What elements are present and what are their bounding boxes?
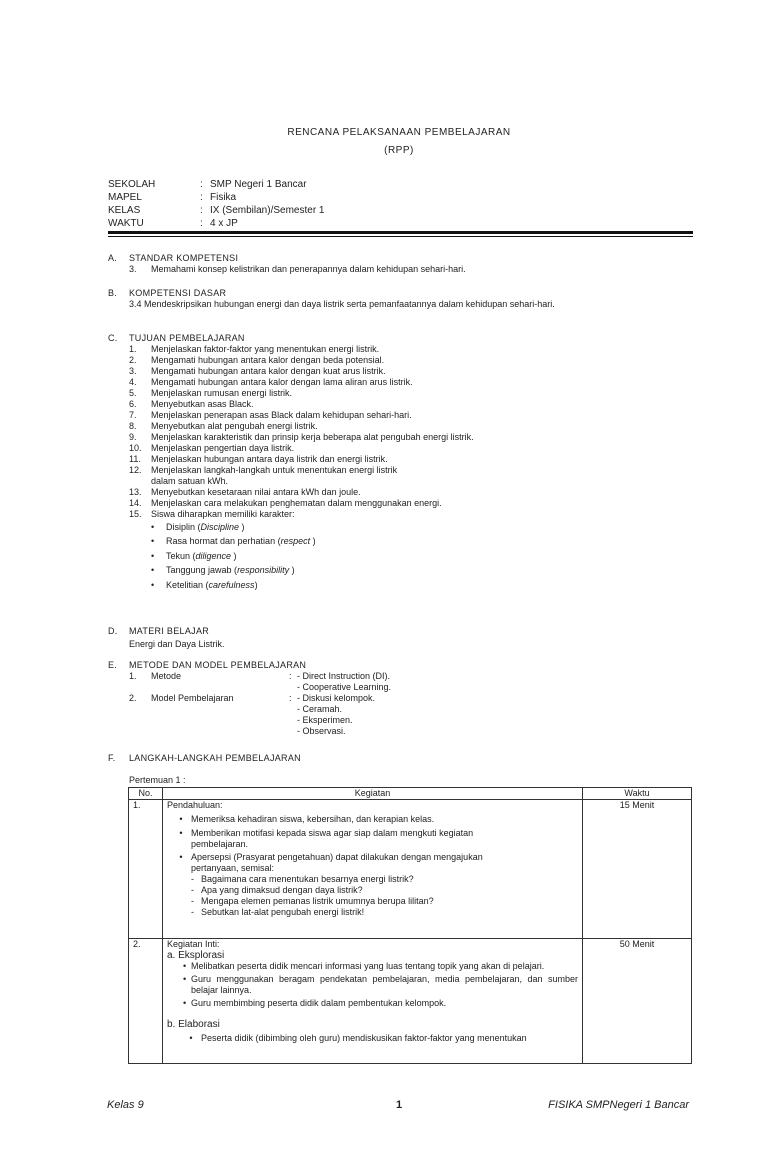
character-close: ) xyxy=(231,550,237,561)
dash-icon: - xyxy=(191,885,194,895)
bullet-text: Peserta didik (dibimbing oleh guru) mendiskusikan faktor-faktor yang menentukan xyxy=(201,1033,527,1043)
section-title: KOMPETENSI DASAR xyxy=(129,288,227,298)
item-number: 13. xyxy=(129,487,142,497)
metode-item: - Diskusi kelompok. xyxy=(297,693,376,703)
item-number: 3. xyxy=(129,264,137,274)
info-label: WAKTU xyxy=(108,218,144,229)
info-label: KELAS xyxy=(108,205,141,216)
bullet-text: Guru menggunakan beragam pendekatan pembelajaran, media pembelajaran, dan sumber belajar lainnya. xyxy=(191,974,578,995)
section-letter: A. xyxy=(108,253,118,263)
item-text: 3.4 Mendeskripsikan hubungan energi dan daya listrik serta pemanfaatannya dalam kehidupan sehari-hari. xyxy=(129,299,555,309)
bullet-text: Melibatkan peserta didik mencari informasi yang luas tentang topik yang akan di pelajari. xyxy=(191,961,545,971)
list-item xyxy=(129,498,693,509)
item-number: 4. xyxy=(129,377,137,387)
section-letter: D. xyxy=(108,626,118,636)
document-title: RENCANA PELAKSANAAN PEMBELAJARAN xyxy=(287,127,511,138)
item-text: Mengamati hubungan antara kalor dengan beda potensial. xyxy=(151,355,385,365)
info-value: SMP Negeri 1 Bancar xyxy=(210,179,307,190)
info-row xyxy=(108,204,325,217)
section-tujuan-pembelajaran xyxy=(108,333,693,593)
item-text: Siswa diharapkan memiliki karakter: xyxy=(151,509,295,519)
section-letter: E. xyxy=(108,660,118,670)
metode-colon: : xyxy=(289,671,292,681)
section-title: TUJUAN PEMBELAJARAN xyxy=(129,333,245,343)
bullet-icon: • xyxy=(151,521,155,532)
metode-item: - Ceramah. xyxy=(297,704,343,714)
item-text: Menjelaskan langkah-langkah untuk menentukan energi listrik xyxy=(151,465,398,475)
item-text: Menjelaskan faktor-faktor yang menentukan energi listrik. xyxy=(151,344,380,354)
character-close: ) xyxy=(239,521,245,532)
character-label: Tekun ( xyxy=(166,550,196,561)
character-english: Discipline xyxy=(200,521,240,532)
activity-bullet xyxy=(183,998,578,1009)
bullet-text: Memeriksa kehadiran siswa, kebersihan, dan kerapian kelas. xyxy=(191,814,435,824)
metode-item: - Cooperative Learning. xyxy=(297,682,392,692)
item-number: 3. xyxy=(129,366,137,376)
question-text: Apa yang dimaksud dengan daya listrik? xyxy=(201,885,363,895)
section-letter: B. xyxy=(108,288,118,298)
row-no: 2. xyxy=(129,939,163,1064)
info-row xyxy=(108,191,325,204)
list-item xyxy=(129,410,693,421)
question-text: Mengapa elemen pemanas listrik umumnya berupa lilitan? xyxy=(201,896,434,906)
character-close: ) xyxy=(254,579,258,590)
bullet-icon: • xyxy=(151,565,155,576)
section-metode-model xyxy=(108,660,693,737)
header-divider-thick xyxy=(108,231,693,234)
question-item xyxy=(191,896,578,907)
footer-class: Kelas 9 xyxy=(107,1099,144,1111)
item-text: Menyebutkan alat pengubah energi listrik. xyxy=(151,421,318,431)
info-colon: : xyxy=(200,205,203,216)
row-waktu: 15 Menit xyxy=(583,800,692,939)
item-number: 11. xyxy=(129,454,141,464)
character-label: Rasa hormat dan perhatian ( xyxy=(166,536,281,547)
list-item xyxy=(129,377,693,388)
list-item xyxy=(129,487,693,498)
question-item xyxy=(191,907,578,918)
item-text: Mengamati hubungan antara kalor dengan kuat arus listrik. xyxy=(151,366,386,376)
dash-icon: - xyxy=(191,907,194,917)
bullet-icon: • xyxy=(183,998,187,1008)
list-item xyxy=(129,399,693,410)
question-text: Bagaimana cara menentukan besarnya energi listrik? xyxy=(201,874,414,884)
section-kompetensi-dasar xyxy=(108,288,693,310)
identity-block xyxy=(108,178,325,230)
row-no: 1. xyxy=(129,800,163,939)
list-item xyxy=(129,355,693,366)
item-number: 5. xyxy=(129,388,137,398)
row-kegiatan xyxy=(163,939,583,1064)
activity-bullet xyxy=(171,814,578,825)
section-langkah-pembelajaran xyxy=(108,753,693,786)
metode-colon: : xyxy=(289,693,292,703)
character-english: diligence xyxy=(195,550,232,561)
info-label: MAPEL xyxy=(108,192,142,203)
activity-bullet xyxy=(183,974,578,996)
info-value: IX (Sembilan)/Semester 1 xyxy=(210,205,325,216)
question-item xyxy=(191,874,578,885)
info-colon: : xyxy=(200,192,203,203)
item-text: Menjelaskan pengertian daya listrik. xyxy=(151,443,295,453)
activity-bullet xyxy=(181,1033,578,1044)
activity-table xyxy=(128,787,692,1064)
section-standar-kompetensi xyxy=(108,253,693,275)
item-number: 1. xyxy=(129,344,137,354)
item-text: Menyebutkan asas Black. xyxy=(151,399,254,409)
question-text: Sebutkan lat-alat pengubah energi listrik! xyxy=(201,907,365,917)
bullet-icon: • xyxy=(179,852,183,862)
bullet-icon: • xyxy=(151,536,155,547)
table-row xyxy=(129,800,692,939)
table-header-row xyxy=(129,788,692,800)
item-number: 10. xyxy=(129,443,142,453)
bullet-text: Guru membimbing peserta didik dalam pembentukan kelompok. xyxy=(191,998,447,1008)
footer-school: FISIKA SMPNegeri 1 Bancar xyxy=(548,1099,689,1111)
page-number: 1 xyxy=(396,1099,403,1111)
character-close: ) xyxy=(310,536,316,547)
section-title: LANGKAH-LANGKAH PEMBELAJARAN xyxy=(129,753,301,763)
bullet-icon: • xyxy=(183,974,187,984)
item-number: 2. xyxy=(129,355,137,365)
meeting-label: Pertemuan 1 : xyxy=(129,775,186,785)
row-kegiatan xyxy=(163,800,583,939)
activity-subheading: b. Elaborasi xyxy=(167,1019,220,1030)
character-english: respect xyxy=(280,536,311,547)
character-label: Ketelitian ( xyxy=(166,579,209,590)
list-item xyxy=(129,432,693,443)
metode-row xyxy=(129,693,693,737)
info-colon: : xyxy=(200,218,203,229)
character-label: Disiplin ( xyxy=(166,521,201,532)
item-text-continued: dalam satuan kWh. xyxy=(151,476,229,486)
character-english: carefulness xyxy=(208,579,255,590)
list-item xyxy=(129,366,693,377)
character-item xyxy=(151,564,693,579)
info-value: Fisika xyxy=(210,192,237,203)
activity-title: Kegiatan Inti: xyxy=(167,939,220,949)
activity-bullet xyxy=(171,852,578,874)
metode-row xyxy=(129,671,693,693)
bullet-icon: • xyxy=(179,828,183,838)
list-item xyxy=(129,454,693,465)
activity-title: Pendahuluan: xyxy=(167,800,223,810)
bullet-text: Apersepsi (Prasyarat pengetahuan) dapat dilakukan dengan mengajukan pertanyaan, semisal: xyxy=(191,852,483,873)
section-title: METODE DAN MODEL PEMBELAJARAN xyxy=(129,660,307,670)
bullet-icon: • xyxy=(151,579,155,590)
item-number: 6. xyxy=(129,399,137,409)
table-row xyxy=(129,939,692,1064)
metode-item: - Direct Instruction (DI). xyxy=(297,671,391,681)
item-text: Menjelaskan rumusan energi listrik. xyxy=(151,388,293,398)
item-text: Menyebutkan kesetaraan nilai antara kWh dan joule. xyxy=(151,487,361,497)
item-text: Menjelaskan karakteristik dan prinsip kerja beberapa alat pengubah energi listrik. xyxy=(151,432,474,442)
item-number: 2. xyxy=(129,693,137,703)
item-text: Mengamati hubungan antara kalor dengan lama aliran arus listrik. xyxy=(151,377,413,387)
info-row xyxy=(108,217,325,230)
character-english: responsibility xyxy=(237,565,290,576)
info-colon: : xyxy=(200,179,203,190)
item-text: Menjelaskan cara melakukan penghematan dalam menggunakan energi. xyxy=(151,498,442,508)
character-item xyxy=(151,578,693,593)
metode-label: Metode xyxy=(151,671,182,681)
character-item xyxy=(151,520,693,535)
item-text: Menjelaskan penerapan asas Black dalam kehidupan sehari-hari. xyxy=(151,410,412,420)
item-number: 7. xyxy=(129,410,137,420)
activity-bullet xyxy=(171,828,578,850)
list-item xyxy=(129,443,693,454)
bullet-icon: • xyxy=(189,1033,193,1043)
list-item xyxy=(129,421,693,432)
list-item xyxy=(129,344,693,355)
character-label: Tanggung jawab ( xyxy=(166,565,238,576)
item-text: Menjelaskan hubungan antara daya listrik dan energi listrik. xyxy=(151,454,388,464)
row-waktu: 50 Menit xyxy=(583,939,692,1064)
header-no: No. xyxy=(129,788,163,800)
item-number: 8. xyxy=(129,421,137,431)
character-close: ) xyxy=(289,565,295,576)
document-subtitle: (RPP) xyxy=(384,145,414,156)
info-row xyxy=(108,178,325,191)
info-value: 4 x JP xyxy=(210,218,238,229)
question-item xyxy=(191,885,578,896)
item-text: Energi dan Daya Listrik. xyxy=(129,639,225,649)
bullet-icon: • xyxy=(183,961,187,971)
metode-label: Model Pembelajaran xyxy=(151,693,234,703)
list-item xyxy=(129,388,693,399)
item-number: 12. xyxy=(129,465,142,475)
dash-icon: - xyxy=(191,896,194,906)
list-item xyxy=(129,509,693,520)
header-divider-thin xyxy=(108,236,693,237)
list-item xyxy=(129,465,693,487)
item-number: 15. xyxy=(129,509,142,519)
metode-item: - Eksperimen. xyxy=(297,715,353,725)
metode-item: - Observasi. xyxy=(297,726,346,736)
bullet-text: Memberikan motifasi kepada siswa agar siap dalam mengkuti kegiatan pembelajaran. xyxy=(191,828,474,849)
info-label: SEKOLAH xyxy=(108,179,156,190)
section-letter: C. xyxy=(108,333,118,343)
section-letter: F. xyxy=(108,753,116,763)
item-number: 14. xyxy=(129,498,142,508)
character-item xyxy=(151,535,693,550)
bullet-icon: • xyxy=(151,550,155,561)
character-item xyxy=(151,549,693,564)
header-kegiatan: Kegiatan xyxy=(163,788,583,800)
bullet-icon: • xyxy=(179,814,183,824)
item-text: Memahami konsep kelistrikan dan penerapannya dalam kehidupan sehari-hari. xyxy=(151,264,466,274)
section-materi-belajar xyxy=(108,626,693,650)
section-title: MATERI BELAJAR xyxy=(129,626,210,636)
item-number: 1. xyxy=(129,671,137,681)
section-title: STANDAR KOMPETENSI xyxy=(129,253,239,263)
header-waktu: Waktu xyxy=(583,788,692,800)
activity-bullet xyxy=(183,961,578,972)
item-number: 9. xyxy=(129,432,137,442)
dash-icon: - xyxy=(191,874,194,884)
activity-subheading: a. Eksplorasi xyxy=(167,950,225,961)
